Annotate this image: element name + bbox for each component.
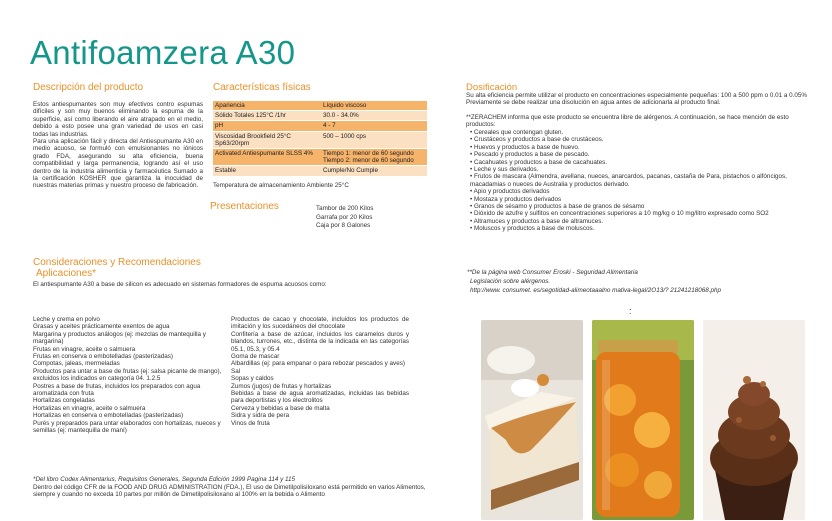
spec-row bbox=[213, 101, 427, 111]
list-item: Hortalizas en vinagre, aceite o salmuera bbox=[33, 404, 146, 412]
source-link[interactable]: http://www. consumet. es/segotidad-alimeotaaalno mativa-legal/2O13/? 21241218068.php bbox=[470, 287, 721, 294]
list-item: • Apio y productos derivados bbox=[470, 188, 550, 196]
list-item: Hortalizas congeladas bbox=[33, 397, 95, 405]
list-item: • Altramuces y productos a base de altramuces. bbox=[470, 217, 604, 225]
chocolate-cupcake-photo bbox=[703, 320, 805, 520]
list-item: Sal bbox=[231, 367, 241, 375]
list-item: Sidra y sidra de pera bbox=[231, 412, 290, 420]
presentaciones-heading: Presentaciones bbox=[210, 201, 279, 212]
spec-value: Cumple/No Cumple bbox=[321, 166, 427, 176]
consideraciones-heading bbox=[33, 257, 201, 279]
dosificacion-heading: Dosificación bbox=[466, 82, 518, 93]
list-item: Hortalizas en conserva o embotelladas (pasterizadas) bbox=[33, 412, 184, 420]
list-item: Goma de mascar bbox=[231, 353, 280, 361]
list-item: Frutas en vinagre, aceite o salmuera bbox=[33, 345, 136, 353]
list-item: Postres a base de frutas, incluidos los preparados con agua aromatizada con fruta bbox=[33, 382, 201, 398]
caracteristicas-heading: Características físicas bbox=[213, 82, 311, 93]
list-item: • Frutos de mascara (Almendra, avellana, nueces, anarcardos, pacanas, castaña de Para, pistachos o alfóncigos, macadamias o nueces de Australia y productos derivado. bbox=[470, 173, 787, 188]
list-item: • Dióxido de azufre y sulfitos en concentraciones superiores a 10 mg/kg o 10 mg/litro expresado como SO2 bbox=[470, 210, 769, 218]
list-item: • Leche y sus derivados. bbox=[470, 166, 539, 174]
source-line: Legislación sobre alérgenos. bbox=[470, 278, 551, 285]
aplicaciones-left-list bbox=[33, 316, 223, 435]
spec-table bbox=[213, 101, 427, 177]
list-item: Productos para untar a base de frutas (ej: salsa picante de mango), excluidos los indicados en categoría 04. 1.2.5 bbox=[33, 367, 222, 383]
spec-row bbox=[213, 149, 427, 166]
list-item: Tambor de 200 Kilos bbox=[316, 205, 374, 212]
presentaciones-list bbox=[316, 205, 373, 231]
storage-note: Temperatura de almacenamiento Ambiente 25°C bbox=[213, 182, 349, 189]
list-item: Vinos de fruta bbox=[231, 419, 270, 427]
list-item: Albardillas (ej: para empanar o para rebozar pescados y aves) bbox=[231, 360, 405, 368]
descripcion-p2: Para una aplicación fácil y directa del Antiespumante A30 en medio acuoso, se formuló con emulsionantes no iónicos grado FDA, asegurando su alta eficiencia, buena compatibilidad y larga permanencia, logrando así el uso dentro de la industria alimenticia y farmacéutica Sumado a la certificación KOSHER que garantiza la inocuidad de nuestras materias primas y nuestro proceso de fabricación. bbox=[33, 138, 203, 190]
list-item: Bebidas a base de agua aromatizadas, incluidas las bebidas para deportistas y los electrolitos bbox=[231, 390, 409, 405]
spec-key: Activated Antiespumante SLSS 4% bbox=[213, 149, 321, 166]
alergenos-list bbox=[470, 129, 815, 233]
list-item: Garrafa por 20 Kilos bbox=[316, 213, 373, 221]
consideraciones-heading-1: Consideraciones y Recomendaciones bbox=[33, 257, 201, 268]
list-item: • Crustáceos y productos a base de crustáceos. bbox=[470, 136, 604, 144]
preserves-jar-photo bbox=[592, 320, 694, 520]
spec-row bbox=[213, 121, 427, 131]
list-item: Frutas en conserva o embotelladas (pasterizadas) bbox=[33, 353, 174, 361]
spec-value: 30.0 - 34.0% bbox=[321, 111, 427, 121]
fda-footnote: Dentro del código CFR de la FOOD AND DRUG ADMINISTRATION (FDA.), El uso de Dimetilpolisiloxano está permitido en varios Alimentos, siempre y cuando no exceda 10 partes por millón de Dimetilpolisiloxano al 100% en la bebida o Alimento bbox=[33, 484, 426, 499]
alergenos-intro: **ZERACHEM informa que este producto se encuentra libre de alérgenos. A continuación, se hace mención de esto productos: bbox=[466, 114, 789, 129]
spec-key: Viscosidad Brookfield 25°C Sp63/20rpm bbox=[213, 131, 321, 148]
spec-key: Apariencia bbox=[213, 101, 321, 111]
spec-value: 500 – 1000 cps bbox=[321, 131, 427, 148]
list-item: Caja por 8 Galones bbox=[316, 222, 371, 229]
spec-row bbox=[213, 166, 427, 176]
list-item: • Granos de sésamo y productos a base de granos de sésamo bbox=[470, 203, 645, 211]
codex-footnote: *Del libro Codex Alimentarius, Requisitos Generales, Segunda Edición 1999 Pagina 114 y 115 bbox=[33, 476, 296, 483]
list-item: Sopas y caldos bbox=[231, 375, 274, 383]
spec-value: Tiempo 1: menor de 60 segundo Tiempo 2: menor de 60 segundo bbox=[321, 149, 427, 166]
list-item: • Moluscos y productos a base de moluscos. bbox=[470, 225, 595, 233]
spec-key: Estable bbox=[213, 166, 321, 176]
descripcion-text bbox=[33, 101, 203, 190]
colon-mark: : bbox=[629, 306, 632, 316]
list-item: Zumos (jugos) de frutas y hortalizas bbox=[231, 382, 332, 390]
list-item: • Cereales que contengan gluten. bbox=[470, 129, 564, 136]
consideraciones-intro: El antiespumante A30 a base de silicon es adecuado en sistemas formadores de espuma acuosos como: bbox=[33, 281, 327, 288]
descripcion-heading: Descripción del producto bbox=[33, 82, 144, 93]
list-item: Leche y crema en polvo bbox=[33, 316, 100, 323]
list-item: Productos de cacao y chocolate, incluidos los productos de imitación y los sucedáneos del chocolate bbox=[231, 316, 409, 331]
spec-row bbox=[213, 131, 427, 148]
list-item: Cerveza y bebidas a base de malta bbox=[231, 404, 330, 412]
alergenos-source bbox=[467, 268, 807, 295]
list-item: Compotas, jaleas, mermeladas bbox=[33, 360, 120, 368]
dosificacion-p1: Su alta eficiencia permite utilizar el producto en concentraciones especialmente pequeñas: 100 a 500 ppm o 0.01 a 0.05% Previamente se debe realizar una disolución en agua antes de adicionarla al producto final. bbox=[466, 92, 807, 107]
aplicaciones-heading: Aplicaciones* bbox=[36, 268, 97, 279]
cheesecake-photo bbox=[481, 320, 583, 520]
list-item: Grasas y aceites prácticamente exentos de agua bbox=[33, 323, 170, 331]
spec-value: Líquido viscoso bbox=[321, 101, 427, 111]
list-item: • Pescado y productos a base de pescado. bbox=[470, 151, 590, 159]
list-item: Purés y preparados para untar elaborados con hortalizas, nueces y semillas (ej: mantequilla de maní) bbox=[33, 419, 221, 435]
list-item: • Cacahuates y productos a base de cacahuates. bbox=[470, 158, 607, 166]
spec-row bbox=[213, 111, 427, 121]
spec-key: pH bbox=[213, 121, 321, 131]
list-item: Margarina y productos análogos (ej: mezclas de mantequilla y margarina) bbox=[33, 330, 206, 346]
aplicaciones-right-list bbox=[231, 316, 409, 427]
list-item: • Mostaza y productos derivados bbox=[470, 195, 562, 203]
descripcion-p1: Estos antiespumantes son muy efectivos contro espumas difíciles y son muy buenos eliminando la espuma de la superficie, así como liberando el aire atrapado en el medio, debido a esto posee una gran variedad de usos en casi todas las industrias. bbox=[33, 101, 203, 138]
list-item: Confitería a base de azúcar, incluidos los caramelos duros y blandos, turrones, etc., distinta de la indicada en las categorías 05.1, 05.3, y 05.4 bbox=[231, 330, 409, 353]
list-item: • Huevos y productos a base de huevo. bbox=[470, 143, 580, 151]
page-title: Antifoamzera A30 bbox=[30, 34, 296, 71]
spec-value: 4 - 7 bbox=[321, 121, 427, 131]
spec-key: Sólido Totales 125°C /1hr bbox=[213, 111, 321, 121]
source-line: **De la página web Consumer Eroski - Seguridad Alimentaria bbox=[467, 269, 638, 276]
